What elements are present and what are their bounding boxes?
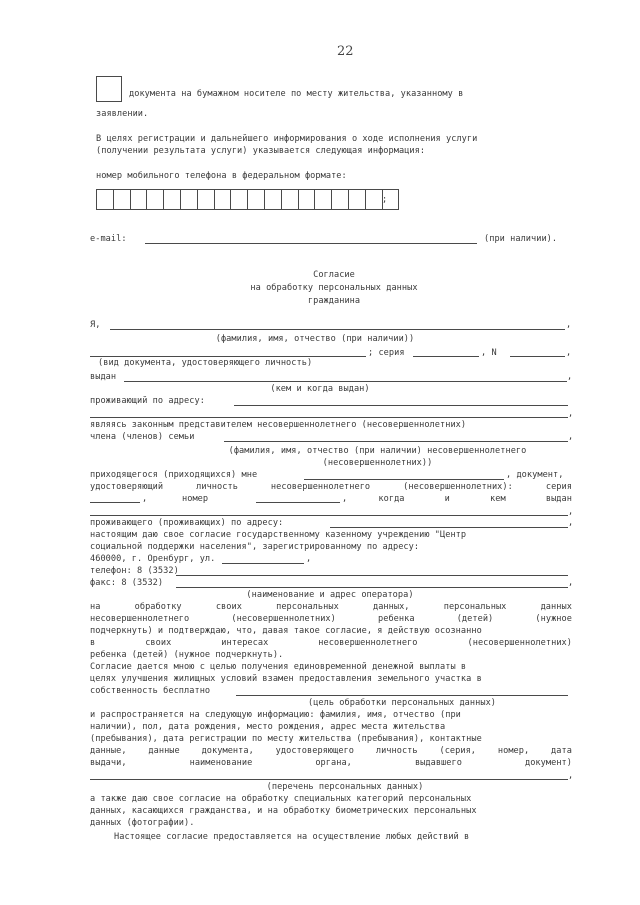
- fax-label: факс: 8 (3532): [90, 578, 164, 588]
- number-field[interactable]: [510, 356, 565, 357]
- processing-line-5: ребенка (детей) (нужное подчеркнуть).: [90, 650, 284, 660]
- phone-operator-label: телефон: 8 (3532): [90, 566, 179, 576]
- operator-fax-field[interactable]: [176, 587, 568, 588]
- issued-caption: (кем и когда выдан): [270, 384, 370, 394]
- relation-field[interactable]: [304, 479, 504, 480]
- email-label: e-mail:: [90, 234, 127, 244]
- consent-text-cont: социальной поддержки населения", зарегистрированному по адресу:: [90, 542, 420, 552]
- consent-text: настоящим даю свое согласие государственному казенному учреждению "Центр: [90, 530, 467, 540]
- series-label: ; серия: [368, 348, 405, 358]
- special-line-1: а также даю свое согласие на обработку специальных категорий персональных: [90, 794, 472, 804]
- phone-semicolon: ;: [382, 195, 388, 205]
- fio-caption: (фамилия, имя, отчество (при наличии)): [215, 334, 415, 344]
- operator-caption: (наименование и адрес оператора): [246, 590, 414, 600]
- residing-label: проживающий по адресу:: [90, 396, 205, 406]
- scope-line-3: (пребывания), дата регистрации по месту жительства (пребывания), контактные: [90, 734, 482, 744]
- id-doc-type-field[interactable]: [90, 356, 366, 357]
- processing-line-3: подчеркнуть) и подтверждаю, что, давая такое согласие, я действую осознанно: [90, 626, 482, 636]
- child-address-field[interactable]: [330, 527, 568, 528]
- checkbox-text: документа на бумажном носителе по месту жительства, указанному в: [129, 89, 464, 99]
- child-number-field[interactable]: [256, 502, 340, 503]
- purpose-field[interactable]: [236, 695, 568, 696]
- family-member-field[interactable]: [224, 441, 568, 442]
- address-field-2[interactable]: [90, 417, 568, 418]
- id-doc-caption: (вид документа, удостоверяющего личность): [98, 358, 313, 368]
- scope-caption: (перечень персональных данных): [266, 782, 424, 792]
- page-number: 22: [337, 44, 354, 59]
- processing-line-2: несовершеннолетнего (несовершеннолетних) ребенка (детей) (нужное: [90, 614, 572, 624]
- checkbox-text-cont: заявлении.: [96, 109, 149, 119]
- street-field[interactable]: [222, 563, 304, 564]
- issued-label: выдан: [90, 372, 117, 382]
- processing-line-1: на обработку своих персональных данных, персональных данных: [90, 602, 572, 612]
- issued-field[interactable]: [124, 381, 567, 382]
- purpose-text-cont: (получении результата услуги) указывается следующая информация:: [96, 146, 426, 156]
- processing-line-4: в своих интересах несовершеннолетнего (несовершеннолетних): [90, 638, 572, 648]
- purpose-caption: (цель обработки персональных данных): [307, 698, 497, 708]
- family-caption-cont: (несовершеннолетних)): [322, 458, 433, 468]
- consent-title: Согласие: [313, 270, 355, 280]
- scope-line-5: выдачи, наименование органа, выдавшего документ): [90, 758, 572, 768]
- representative-text: являясь законным представителем несовершеннолетнего (несовершеннолетних): [90, 420, 467, 430]
- purpose-text: В целях регистрации и дальнейшего информирования о ходе исполнения услуги: [96, 134, 478, 144]
- scope-line-2: наличии), пол, дата рождения, место рождения, адрес места жительства: [90, 722, 446, 732]
- child-issued-field[interactable]: [90, 515, 568, 516]
- family-caption: (фамилия, имя, отчество (при наличии) несовершеннолетнего: [228, 446, 527, 456]
- ya-label: Я,: [90, 320, 101, 330]
- consent-subtitle: на обработку персональных данных: [250, 283, 418, 293]
- purpose-consent-1: Согласие дается мною с целью получения единовременной денежной выплаты в: [90, 662, 467, 672]
- scope-line-4: данные, данные документа, удостоверяющего личность (серия, номер, дата: [90, 746, 572, 756]
- paper-delivery-checkbox[interactable]: [96, 76, 122, 102]
- scope-line-1: и распространяется на следующую информацию: фамилия, имя, отчество (при: [90, 710, 461, 720]
- child-series-field[interactable]: [90, 502, 140, 503]
- special-line-2: данных, касающихся гражданства, и на обработку биометрических персональных: [90, 806, 477, 816]
- id-doc-line: удостоверяющий личность несовершеннолетнего (несовершеннолетних): серия: [90, 482, 572, 492]
- email-field[interactable]: [145, 243, 477, 244]
- phone-label: номер мобильного телефона в федеральном формате:: [96, 171, 347, 181]
- address-field-1[interactable]: [234, 405, 568, 406]
- relative-label: приходящегося (приходящихся) мне: [90, 470, 258, 480]
- purpose-consent-2: целях улучшения жилищных условий взамен предоставления земельного участка в: [90, 674, 482, 684]
- child-doc-line: номер когда и кем выдан: [182, 494, 572, 504]
- operator-address-label: 460000, г. Оренбург, ул.: [90, 554, 216, 564]
- purpose-consent-3: собственность бесплатно: [90, 686, 211, 696]
- number-label: , N: [481, 348, 497, 358]
- email-note: (при наличии).: [484, 234, 558, 244]
- operator-phone-field[interactable]: [176, 575, 568, 576]
- special-line-3: данных (фотографии).: [90, 818, 195, 828]
- document-page: 22 документа на бумажном носителе по месту жительства, указанному в заявлении. В целях регистрации и дальнейшего информирования о ходе исполнения услуги (получении результата услуги) указывается следующая информация: номер мобильного телефона в федеральном формате: ; e-mail: (при наличии). Согласие на обработку персональных данных гражданина Я, , (фамилия, имя, отчество (при наличии)) ; серия , N , (вид документа, удостоверяющего личность) выдан , (кем и когда выдан) проживающий по адресу: , являясь законным представителем несовершеннолетнего (несовершеннолетних) члена (членов) семьи , (фамилия, имя, отчество (при наличии) несовершеннолетнего (несовершеннолетних)) приходящегося (приходящихся) мне , документ, удостоверяющий личность несовершеннолетнего (несовершеннолетних): серия , номер когда и кем выдан , , проживающего (проживающих) по адресу: , настоящим даю свое согласие государственному казенному учреждению "Центр социальной поддержки населения", зарегистрированному по адресу: 460000, г. Оренбург, ул. , телефон: 8 (3532) факс: 8 (3532) , (наименование и адрес оператора) на обработку своих персональных данных, персональных данных несовершеннолетнего (несовершеннолетних) ребенка (детей) (нужное подчеркнуть) и подтверждаю, что, давая такое согласие, я действую осознанно в своих интересах несовершеннолетнего (несовершеннолетних) ребенка (детей) (нужное подчеркнуть). Согласие дается мною с целью получения единовременной денежной выплаты в целях улучшения жилищных условий взамен предоставления земельного участка в собственность бесплатно (цель обработки персональных данных) и распространяется на следующую информацию: фамилия, имя, отчество (при наличии), пол, дата рождения, место рождения, адрес места жительства (пребывания), дата регистрации по месту жительства (пребывания), контактные данные, данные документа, удостоверяющего личность (серия, номер, дата выдачи, наименование органа, выдавшего документ) , (перечень персональных данных) а также даю свое согласие на обработку специальных категорий персональных данных, касающихся гражданства, и на обработку биометрических персональных данных (фотографии). Настоящее согласие предоставляется на осуществление любых действий в: [90, 44, 574, 842]
- final-line: Настоящее согласие предоставляется на осуществление любых действий в: [114, 832, 470, 842]
- document-label: , документ,: [506, 470, 564, 480]
- consent-subject: гражданина: [307, 296, 361, 306]
- phone-input-cells[interactable]: [96, 189, 399, 210]
- scope-field[interactable]: [90, 779, 568, 780]
- fio-field[interactable]: [110, 329, 565, 330]
- family-label: члена (членов) семьи: [90, 432, 195, 442]
- residing2-label: проживающего (проживающих) по адресу:: [90, 518, 284, 528]
- series-field[interactable]: [413, 356, 479, 357]
